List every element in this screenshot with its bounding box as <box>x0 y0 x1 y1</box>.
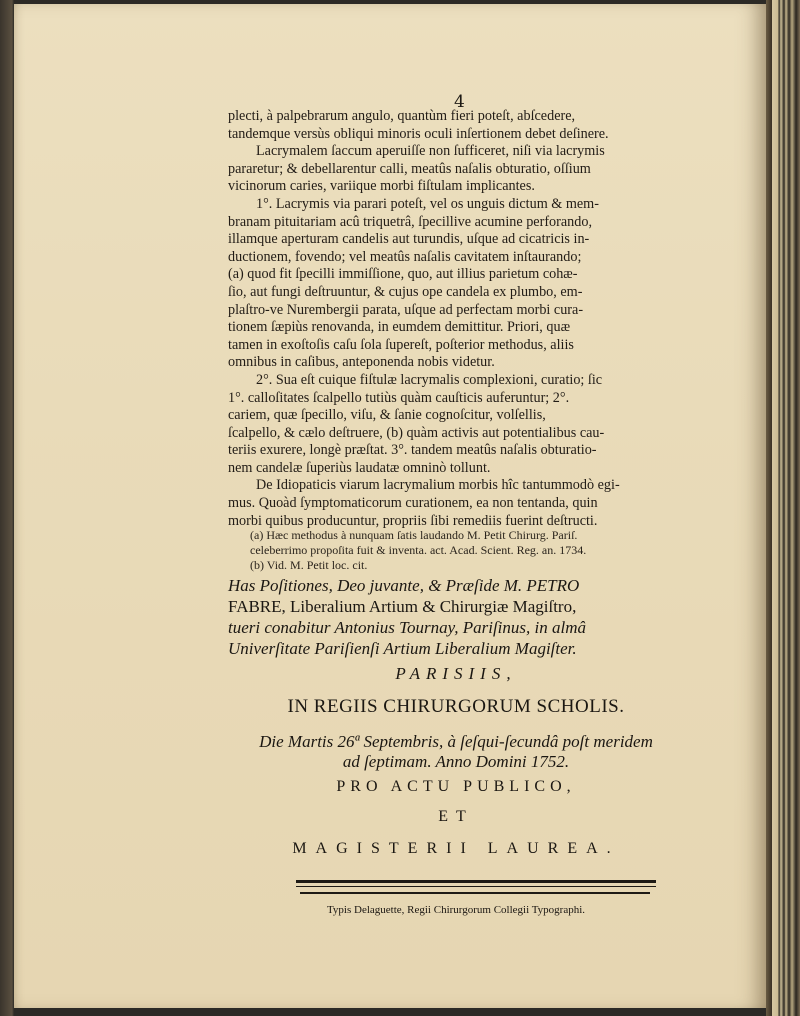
text-line: tandemque versùs obliqui minoris oculi inſertionem debet deſinere. <box>228 125 609 142</box>
text-line: vicinorum caries, variique morbi fiſtulam implicantes. <box>228 178 535 195</box>
footnote: celeberrimo propoſita fuit & inventa. act. Acad. Scient. Reg. an. 1734. <box>250 543 587 557</box>
text-line: (a) quod fit ſpecilli immiſſione, quo, aut illius parietum cohæ- <box>228 266 578 283</box>
text-line: cariem, quæ ſpecillo, viſu, & ſanie cognoſcitur, volſellis, <box>228 407 546 424</box>
rule-thin <box>296 886 656 887</box>
text-line: ductionem, fovendo; vel meatûs naſalis cavitatem inſtaurando; <box>228 248 582 265</box>
text-line: Lacrymalem ſaccum aperuiſſe non ſufficeret, niſi via lacrymis <box>256 143 605 160</box>
date-line: ad ſeptimam. Anno Domini 1752. <box>342 752 570 771</box>
text-line: omnibus in caſibus, anteponenda nobis videtur. <box>228 354 495 371</box>
footnote: (b) Vid. M. Petit loc. cit. <box>250 558 368 572</box>
text-line: plaſtro-ve Nurembergii parata, uſque ad perfectam morbi cura- <box>228 301 584 318</box>
body-text <box>228 108 682 530</box>
text-line: branam pituitariam acû triquetrâ, ſpecillive acumine perforando, <box>228 213 592 230</box>
theses-line: Has Poſitiones, Deo juvante, & Præſide M. PETRO <box>228 576 580 595</box>
text-line: De Idiopaticis viarum lacrymalium morbis hîc tantummodò egi- <box>256 477 620 494</box>
text-line: plecti, à palpebrarum angulo, quantùm fieri poteſt, abſcedere, <box>228 108 576 124</box>
text-line: ſio, aut fungi deſtruuntur, & cujus ope candela ex plumbo, em- <box>228 283 583 300</box>
theses-line: Univerſitate Pariſienſi Artium Liberalium Magiſter. <box>228 639 577 658</box>
theses-line: FABRE, Liberalium Artium & Chirurgiæ Magiſtro, <box>228 597 577 616</box>
et-line: ET <box>438 808 474 825</box>
text-line: tamen in exoſtoſis caſu ſola ſupereſt, poſterior methodus, aliis <box>228 336 574 353</box>
theses-line: tueri conabitur Antonius Tournay, Pariſinus, in almâ <box>228 618 586 637</box>
date-line: Die Martis 26ª Septembris, à ſeſqui-ſecundâ poſt meridem <box>259 732 653 751</box>
text-line: morbi quibus producuntur, propriis ſibi remediis fuerint deſtructi. <box>228 512 598 529</box>
rule-medium <box>300 892 650 894</box>
rule-thick <box>296 880 656 883</box>
page-number: 4 <box>454 92 465 112</box>
text-line: ſcalpello, & cælo deſtruere, (b) quàm activis aut potentialibus cau- <box>228 424 605 441</box>
city-line: PARISIIS, <box>395 664 517 683</box>
text-line: illamque aperturam candelis aut turundis, uſque ad cicatricis in- <box>228 231 590 248</box>
text-line: nem candelæ ſuperiùs laudatæ omninò tollunt. <box>228 459 491 476</box>
text-line: tionem ſæpiùs renovanda, in eumdem demittitur. Priori, quæ <box>228 319 571 336</box>
schools-line: IN REGIIS CHIRURGORUM SCHOLIS. <box>287 696 625 717</box>
printer-imprint: Typis Delaguette, Regii Chirurgorum Collegii Typographi. <box>326 904 586 916</box>
text-line: teriis exurere, longè præſtat. 3°. tandem meatûs naſalis obturatio- <box>228 442 597 459</box>
text-line: 1°. calloſitates ſcalpello tutiùs quàm cauſticis auferuntur; 2°. <box>228 389 570 406</box>
text-line: 1°. Lacrymis via parari poteſt, vel os unguis dictum & mem- <box>256 195 599 212</box>
date-block <box>228 732 684 772</box>
text-line: 2°. Sua eſt cuique fiſtulæ lacrymalis complexioni, curatio; ſic <box>256 371 603 388</box>
actu-line: PRO ACTU PUBLICO, <box>336 778 576 795</box>
magisterii-line: MAGISTERII LAUREA. <box>292 840 620 857</box>
page-stack-edge <box>772 0 800 1016</box>
text-line: pararetur; & debellarentur calli, meatûs naſalis obturatio, oſſium <box>228 160 591 177</box>
footnote: (a) Hæc methodus à nunquam ſatis laudando M. Petit Chirurg. Pariſ. <box>250 528 578 542</box>
theses-statement <box>228 575 684 659</box>
text-line: mus. Quoàd ſymptomaticorum curationem, ea non tentanda, quin <box>228 495 598 512</box>
footnotes <box>250 528 682 573</box>
